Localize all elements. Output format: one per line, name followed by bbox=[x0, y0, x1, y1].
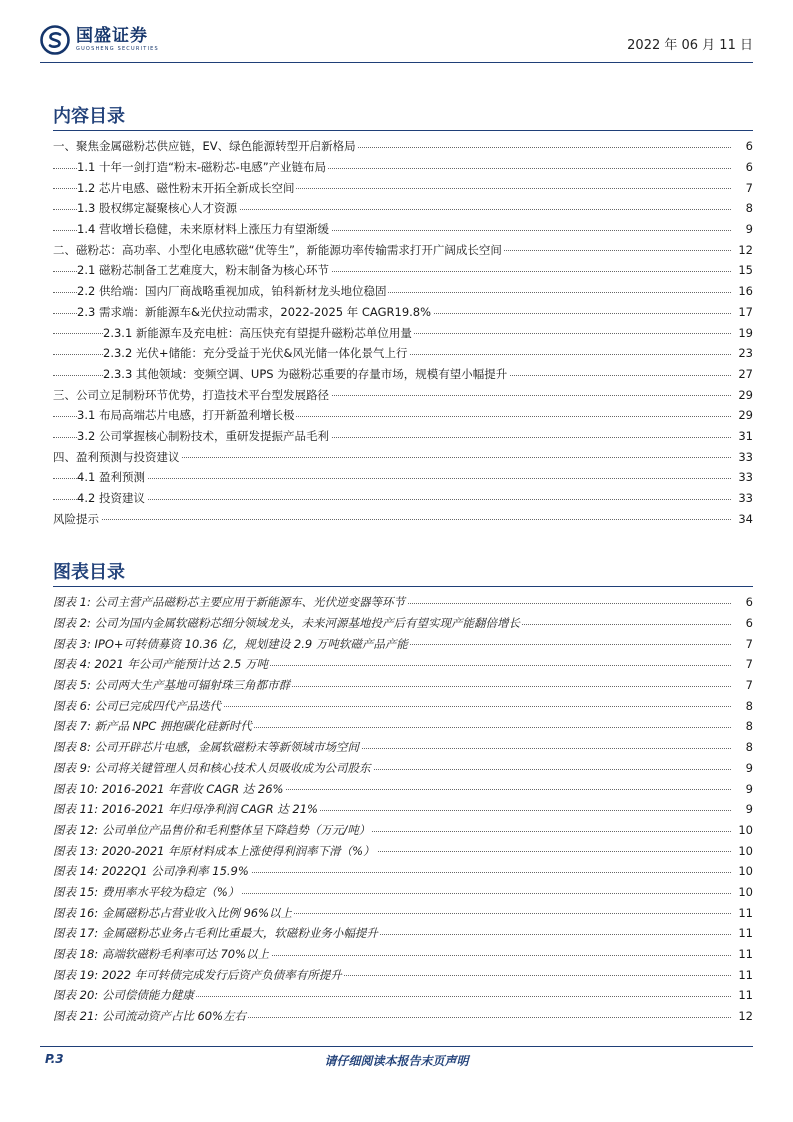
toc-entry-page[interactable]: 12 bbox=[735, 243, 753, 257]
figure-entry-page[interactable]: 11 bbox=[735, 926, 753, 940]
figure-entry[interactable] bbox=[53, 1006, 753, 1027]
footer-disclaimer: 请仔细阅读本报告末页声明 bbox=[324, 1054, 469, 1068]
figure-entry-text[interactable]: 图表 18: 高端软磁粉毛利率可达 70%以上 bbox=[53, 947, 270, 962]
header-divider bbox=[40, 62, 753, 63]
toc-entry-text[interactable]: 2.1 磁粉芯制备工艺难度大，粉末制备为核心环节 bbox=[77, 263, 329, 278]
figures-title-divider bbox=[53, 586, 753, 587]
toc-entry-text[interactable]: 三、公司立足制粉环节优势，打造技术平台型发展路径 bbox=[53, 387, 329, 402]
figure-entry-text[interactable]: 图表 17: 金属磁粉芯业务占毛利比重最大，软磁粉业务小幅提升 bbox=[53, 926, 378, 941]
toc-entry-text[interactable]: 一、聚焦金属磁粉芯供应链，EV、绿色能源转型开启新格局 bbox=[53, 139, 356, 154]
figure-entry-text[interactable]: 图表 6: 公司已完成四代产品迭代 bbox=[53, 698, 222, 713]
toc-entry-text[interactable]: 1.1 十年一剑打造“粉末-磁粉芯-电感”产业链布局 bbox=[77, 160, 327, 175]
toc-entry[interactable] bbox=[53, 219, 753, 240]
toc-entry-text[interactable]: 2.3.1 新能源车及充电桩：高压快充有望提升磁粉芯单位用量 bbox=[103, 325, 412, 340]
toc-entry-text[interactable]: 1.4 营收增长稳健，未来原材料上涨压力有望渐缓 bbox=[77, 222, 329, 237]
figure-entry-page[interactable]: 10 bbox=[735, 885, 753, 899]
toc-entry-page[interactable]: 31 bbox=[735, 429, 753, 443]
figure-entry-text[interactable]: 图表 2: 公司为国内金属软磁粉芯细分领域龙头，未来河源基地投产后有望实现产能翻倍增长 bbox=[53, 616, 520, 631]
figure-entry-page[interactable]: 9 bbox=[743, 782, 753, 796]
toc-entry-text[interactable]: 二、磁粉芯：高功率、小型化电感软磁“优等生”，新能源功率传输需求打开广阔成长空间 bbox=[53, 242, 502, 257]
toc-entry-text[interactable]: 2.3 需求端：新能源车&光伏拉动需求，2022-2025 年 CAGR19.8% bbox=[77, 304, 432, 319]
figure-entry-page[interactable]: 7 bbox=[743, 657, 753, 671]
toc-title-divider bbox=[53, 130, 753, 131]
figure-entry-text[interactable]: 图表 4: 2021 年公司产能预计达 2.5 万吨 bbox=[53, 657, 269, 672]
figure-entry-page[interactable]: 11 bbox=[735, 988, 753, 1002]
figure-entry-page[interactable]: 6 bbox=[743, 595, 753, 609]
toc-entry[interactable] bbox=[53, 136, 753, 157]
toc-entry[interactable] bbox=[53, 281, 753, 302]
figure-entry-page[interactable]: 7 bbox=[743, 678, 753, 692]
toc-entry-text[interactable]: 4.2 投资建议 bbox=[77, 491, 145, 506]
figure-entry[interactable] bbox=[53, 778, 753, 799]
toc-title: 内容目录 bbox=[53, 106, 125, 127]
figure-entry-text[interactable]: 图表 7: 新产品 NPC 拥抱碳化硅新时代 bbox=[53, 719, 252, 734]
toc-entry[interactable] bbox=[53, 260, 753, 281]
toc-entry-text[interactable]: 四、盈利预测与投资建议 bbox=[53, 449, 180, 464]
figure-entry-text[interactable]: 图表 5: 公司两大生产基地可辐射珠三角都市群 bbox=[53, 678, 290, 693]
toc-entry-page[interactable]: 19 bbox=[735, 326, 753, 340]
figure-entry-text[interactable]: 图表 21: 公司流动资产占比 60%左右 bbox=[53, 1009, 247, 1024]
figure-entry-text[interactable]: 图表 16: 金属磁粉芯占营业收入比例 96%以上 bbox=[53, 905, 293, 920]
figure-entry-text[interactable]: 图表 8: 公司开辟芯片电感，金属软磁粉末等新领域市场空间 bbox=[53, 740, 359, 755]
toc-entry-page[interactable]: 7 bbox=[743, 181, 753, 195]
toc-entry-page[interactable]: 15 bbox=[735, 263, 753, 277]
figure-entry-page[interactable]: 8 bbox=[743, 740, 753, 754]
figure-entry-text[interactable]: 图表 10: 2016-2021 年营收 CAGR 达 26% bbox=[53, 781, 284, 796]
figure-entry-text[interactable]: 图表 1: 公司主营产品磁粉芯主要应用于新能源车、光伏逆变器等环节 bbox=[53, 595, 405, 610]
toc-entry-text[interactable]: 风险提示 bbox=[53, 511, 99, 526]
toc-entry-text[interactable]: 2.3.2 光伏+储能：充分受益于光伏&风光储一体化景气上行 bbox=[103, 346, 408, 361]
toc-entry-text[interactable]: 4.1 盈利预测 bbox=[77, 470, 145, 485]
toc-entry[interactable] bbox=[53, 405, 753, 426]
figure-entry-text[interactable]: 图表 19: 2022 年可转债完成发行后资产负债率有所提升 bbox=[53, 967, 342, 982]
toc-entry-page[interactable]: 34 bbox=[735, 512, 753, 526]
figure-entry-page[interactable]: 10 bbox=[735, 823, 753, 837]
toc-entry-text[interactable]: 1.3 股权绑定凝聚核心人才资源 bbox=[77, 201, 237, 216]
toc-entry-text[interactable]: 1.2 芯片电感、磁性粉末开拓全新成长空间 bbox=[77, 180, 295, 195]
toc-entry[interactable] bbox=[53, 239, 753, 260]
toc-entry-page[interactable]: 27 bbox=[735, 367, 753, 381]
dot-leader bbox=[53, 519, 731, 520]
figure-entry-page[interactable]: 11 bbox=[735, 906, 753, 920]
figure-entry-page[interactable]: 8 bbox=[743, 719, 753, 733]
figure-entry-page[interactable]: 11 bbox=[735, 947, 753, 961]
figure-entry[interactable] bbox=[53, 820, 753, 841]
toc-entry-text[interactable]: 2.3.3 其他领域：变频空调、UPS 为磁粉芯重要的存量市场，规模有望小幅提升 bbox=[103, 366, 508, 381]
table-of-contents bbox=[53, 136, 753, 529]
figure-entry-page[interactable]: 9 bbox=[743, 802, 753, 816]
toc-entry[interactable] bbox=[53, 302, 753, 323]
figure-entry-page[interactable]: 10 bbox=[735, 844, 753, 858]
company-logo bbox=[40, 22, 159, 58]
figure-entry-text[interactable]: 图表 12: 公司单位产品售价和毛利整体呈下降趋势（万元/吨） bbox=[53, 822, 371, 837]
figure-entry-text[interactable]: 图表 11: 2016-2021 年归母净利润 CAGR 达 21% bbox=[53, 802, 318, 817]
footer-divider bbox=[40, 1046, 753, 1047]
toc-entry[interactable] bbox=[53, 426, 753, 447]
toc-entry[interactable] bbox=[53, 198, 753, 219]
figure-entry-text[interactable]: 图表 15: 费用率水平较为稳定（%） bbox=[53, 884, 240, 899]
toc-entry[interactable] bbox=[53, 322, 753, 343]
figure-entry-page[interactable]: 11 bbox=[735, 968, 753, 982]
toc-entry-page[interactable]: 16 bbox=[735, 284, 753, 298]
figure-entry[interactable] bbox=[53, 675, 753, 696]
toc-entry[interactable] bbox=[53, 467, 753, 488]
toc-entry[interactable] bbox=[53, 177, 753, 198]
figure-entry-text[interactable]: 图表 13: 2020-2021 年原材料成本上涨使得利润率下滑（%） bbox=[53, 843, 375, 858]
figure-entry-text[interactable]: 图表 9: 公司将关键管理人员和核心技术人员吸收成为公司股东 bbox=[53, 760, 371, 775]
dot-leader bbox=[53, 478, 731, 479]
toc-entry-text[interactable]: 3.1 布局高端芯片电感，打开新盈利增长极 bbox=[77, 408, 295, 423]
guosheng-logo-icon bbox=[40, 25, 70, 55]
toc-entry[interactable] bbox=[53, 343, 753, 364]
toc-entry[interactable] bbox=[53, 384, 753, 405]
figure-entry-page[interactable]: 12 bbox=[735, 1009, 753, 1023]
toc-entry-page[interactable]: 33 bbox=[735, 450, 753, 464]
figure-entry-text[interactable]: 图表 20: 公司偿债能力健康 bbox=[53, 988, 194, 1003]
figure-entry[interactable] bbox=[53, 592, 753, 613]
toc-entry-page[interactable]: 29 bbox=[735, 408, 753, 422]
figure-entry[interactable] bbox=[53, 633, 753, 654]
figure-entry-page[interactable]: 10 bbox=[735, 864, 753, 878]
figure-entry[interactable] bbox=[53, 758, 753, 779]
toc-entry[interactable] bbox=[53, 364, 753, 385]
report-date: 2022 年 06 月 11 日 bbox=[627, 38, 753, 53]
toc-entry[interactable] bbox=[53, 508, 753, 529]
toc-entry[interactable] bbox=[53, 446, 753, 467]
figures-title: 图表目录 bbox=[53, 562, 125, 583]
figure-entry[interactable] bbox=[53, 716, 753, 737]
toc-entry-page[interactable]: 17 bbox=[735, 305, 753, 319]
toc-entry-page[interactable]: 33 bbox=[735, 470, 753, 484]
figure-entry-page[interactable]: 9 bbox=[743, 761, 753, 775]
toc-entry-page[interactable]: 6 bbox=[743, 160, 753, 174]
figure-entry-text[interactable]: 图表 14: 2022Q1 公司净利率 15.9% bbox=[53, 864, 249, 879]
page-header bbox=[40, 22, 753, 62]
logo-chinese-name: 国盛证券 bbox=[76, 26, 148, 46]
toc-entry-page[interactable]: 23 bbox=[735, 346, 753, 360]
toc-entry-page[interactable]: 29 bbox=[735, 388, 753, 402]
toc-entry[interactable] bbox=[53, 488, 753, 509]
figure-entry[interactable] bbox=[53, 944, 753, 965]
figure-entry-page[interactable]: 6 bbox=[743, 616, 753, 630]
figure-entry[interactable] bbox=[53, 654, 753, 675]
figure-entry[interactable] bbox=[53, 799, 753, 820]
figure-entry[interactable] bbox=[53, 964, 753, 985]
logo-english-name: GUOSHENG SECURITIES bbox=[76, 46, 159, 52]
page-number: P.3 bbox=[45, 1052, 64, 1066]
toc-entry-page[interactable]: 9 bbox=[743, 222, 753, 236]
figure-entry[interactable] bbox=[53, 985, 753, 1006]
figure-entry[interactable] bbox=[53, 840, 753, 861]
toc-entry[interactable] bbox=[53, 157, 753, 178]
dot-leader bbox=[53, 499, 731, 500]
figure-entry[interactable] bbox=[53, 861, 753, 882]
figure-entry-text[interactable]: 图表 3: IPO+可转债募资 10.36 亿，规划建设 2.9 万吨软磁产品产能 bbox=[53, 636, 408, 651]
figure-entry[interactable] bbox=[53, 613, 753, 634]
figure-entry[interactable] bbox=[53, 902, 753, 923]
figure-entry[interactable] bbox=[53, 737, 753, 758]
toc-entry-page[interactable]: 8 bbox=[743, 201, 753, 215]
figure-entry[interactable] bbox=[53, 695, 753, 716]
toc-entry-page[interactable]: 33 bbox=[735, 491, 753, 505]
toc-entry-text[interactable]: 2.2 供给端：国内厂商战略重视加成，铂科新材龙头地位稳固 bbox=[77, 284, 387, 299]
figure-entry[interactable] bbox=[53, 923, 753, 944]
figure-entry[interactable] bbox=[53, 882, 753, 903]
figure-entry-page[interactable]: 8 bbox=[743, 699, 753, 713]
figure-entry-page[interactable]: 7 bbox=[743, 637, 753, 651]
list-of-figures bbox=[53, 592, 753, 1026]
toc-entry-text[interactable]: 3.2 公司掌握核心制粉技术，重研发提振产品毛利 bbox=[77, 428, 329, 443]
toc-entry-page[interactable]: 6 bbox=[743, 139, 753, 153]
